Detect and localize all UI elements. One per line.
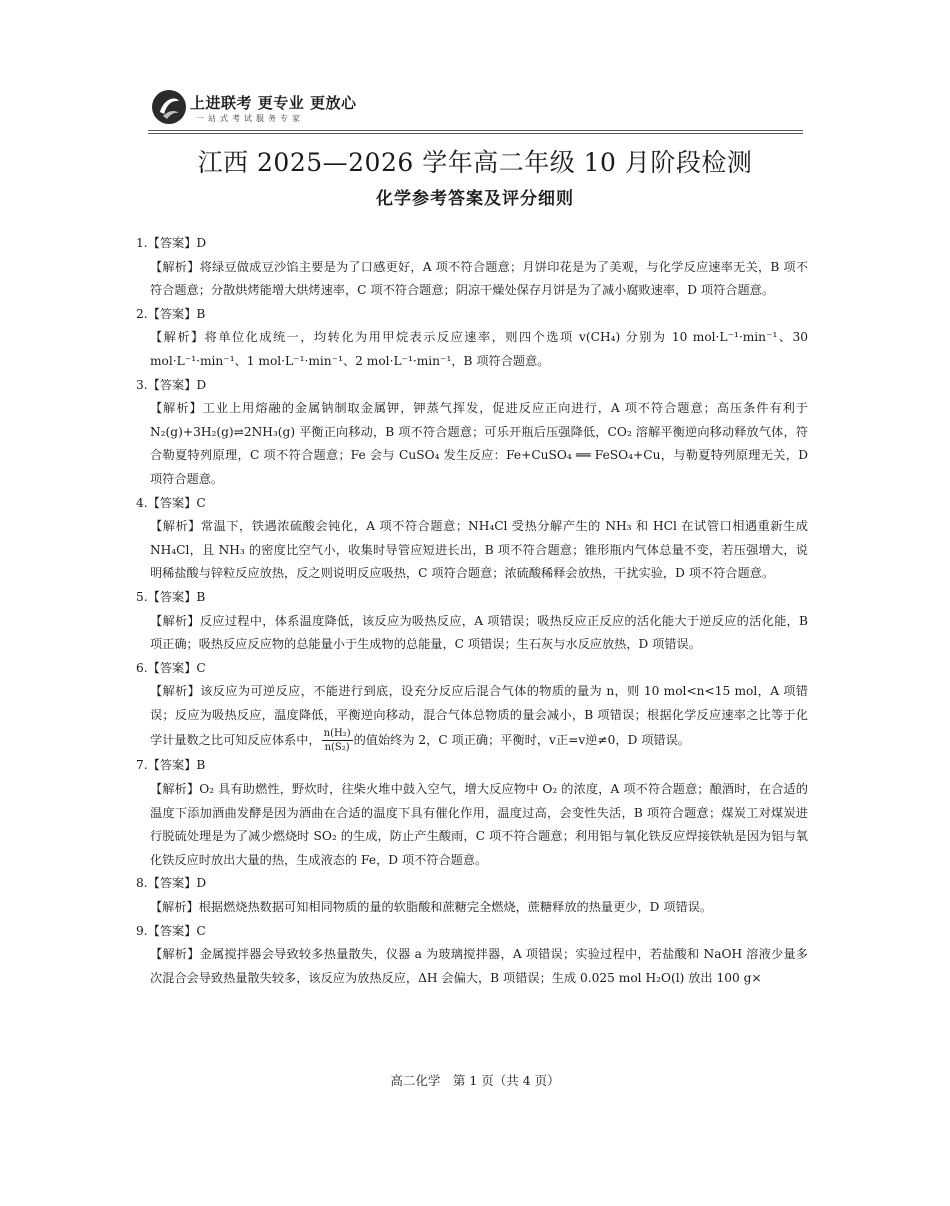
answer-5: 5.【答案】B: [136, 589, 206, 604]
fraction-denominator: n(S₂): [324, 742, 350, 754]
explanation-3: 【解析】工业上用熔融的金属钠制取金属钾，钾蒸气挥发，促进反应正向进行，A 项不符合题意；高压条件有利于 N₂(g)+3H₂(g)⇌2NH₃(g) 平衡正向移动，B 项不符合题意；可乐开瓶后压强降低，CO₂ 溶解平衡逆向移动释放气体，符合勒夏特列原理，C 项不符合题意；Fe 会与 CuSO₄ 发生反应：Fe+CuSO₄ ══ FeSO₄+Cu，与勒夏特列原理无关，D 项符合题意。: [150, 401, 808, 486]
page-subtitle: 化学参考答案及评分细则: [376, 189, 574, 209]
header-rule-top: [148, 130, 803, 131]
answer-1: 1.【答案】D: [136, 236, 207, 250]
explanation-7: 【解析】O₂ 具有助燃性，野炊时，往柴火堆中鼓入空气，增大反应物中 O₂ 的浓度，A 项不符合题意；酿酒时，在合适的温度下添加酒曲发酵是因为酒曲在合适的温度下具有催化作用，温度过高，会变性失活，B 项符合题意；煤炭工对煤炭进行脱硫处理是为了减少燃烧时 SO₂ 的生成，防止产生酸雨，C 项不符合题意；利用铝与氧化铁反应焊接铁轨是因为铝与氧化铁反应时放出大量的热，生成液态的 Fe，D 项不符合题意。: [150, 782, 808, 867]
answer-content: [136, 232, 808, 990]
page-footer: 高二化学 第 1 页（共 4 页）: [390, 1073, 560, 1088]
explanation-9: 【解析】金属搅拌器会导致较多热量散失，仪器 a 为玻璃搅拌器，A 项错误；实验过程中，若盐酸和 NaOH 溶液少量多次混合会导致热量散失较多，该反应为放热反应，ΔH 会偏大，B 项错误；生成 0.025 mol H₂O(l) 放出 100 g×: [150, 947, 808, 985]
explanation-6: [150, 680, 808, 754]
page-title: 江西 2025—2026 学年高二年级 10 月阶段检测: [197, 148, 753, 177]
explanation-1: 【解析】将绿豆做成豆沙馅主要是为了口感更好，A 项不符合题意；月饼印花是为了美观，与化学反应速率无关，B 项不符合题意；分散烘烤能增大烘烤速率，C 项不符合题意；阴凉干燥处保存月饼是为了减小腐败速率，D 项符合题意。: [150, 259, 808, 298]
answer-7: 7.【答案】B: [136, 758, 206, 773]
explanation-4: 【解析】常温下，铁遇浓硫酸会钝化，A 项不符合题意；NH₄Cl 受热分解产生的 NH₃ 和 HCl 在试管口相遇重新生成 NH₄Cl，且 NH₃ 的密度比空气小，收集时导管应短进长出，B 项不符合题意；锥形瓶内气体总量不变，若压强增大，说明稀盐酸与锌粒反应放热，反之则说明反应吸热，C 项符合题意；浓硫酸稀释会放热，干扰实验，D 项不符合题意。: [150, 519, 808, 581]
explanation-8: 【解析】根据燃烧热数据可知相同物质的量的软脂酸和蔗糖完全燃烧，蔗糖释放的热量更少，D 项错误。: [150, 900, 713, 915]
logo-subtitle: 一站式考试服务专家: [196, 114, 304, 123]
brand-logo: [150, 88, 410, 130]
explanation-5: 【解析】反应过程中，体系温度降低，该反应为吸热反应，A 项错误；吸热反应正反应的活化能大于逆反应的活化能，B 项正确；吸热反应反应物的总能量小于生成物的总能量，C 项错误；生石灰与水反应放热，D 项错误。: [150, 613, 808, 652]
answer-6: 6.【答案】C: [136, 660, 206, 675]
explanation-2: 【解析】将单位化成统一，均转化为用甲烷表示反应速率，则四个选项 v(CH₄) 分别为 10 mol·L⁻¹·min⁻¹、30 mol·L⁻¹·min⁻¹、1 mol·L⁻¹·min⁻¹、2 mol·L⁻¹·min⁻¹，B 项符合题意。: [150, 330, 808, 368]
answer-8: 8.【答案】D: [136, 876, 207, 891]
logo-swirl-icon: [150, 88, 188, 126]
answer-9: 9.【答案】C: [136, 923, 206, 938]
header-rule-bottom: [148, 133, 803, 134]
answer-3: 3.【答案】D: [136, 377, 207, 392]
fraction-numerator: n(H₂): [323, 728, 351, 740]
explanation-6-part-a: 【解析】该反应为可逆反应，不能进行到底，设充分反应后混合气体的物质的量为 n，则 10 mol<n<15 mol，A 项错误；反应为吸热反应，温度降低，平衡逆向移动，混合气体总物质的量会减小，B 项错误；根据化学反应速率之比等于化学计量数之比可知反应体系中，: [150, 684, 808, 748]
ratio-fraction: [322, 727, 353, 754]
answer-2: 2.【答案】B: [136, 306, 206, 321]
logo-text: 上进联考 更专业 更放心: [190, 94, 357, 112]
explanation-6-part-b: 的值始终为 2，C 项正确；平衡时，v正=v逆≠0，D 项错误。: [353, 733, 690, 748]
answer-4: 4.【答案】C: [136, 495, 206, 510]
